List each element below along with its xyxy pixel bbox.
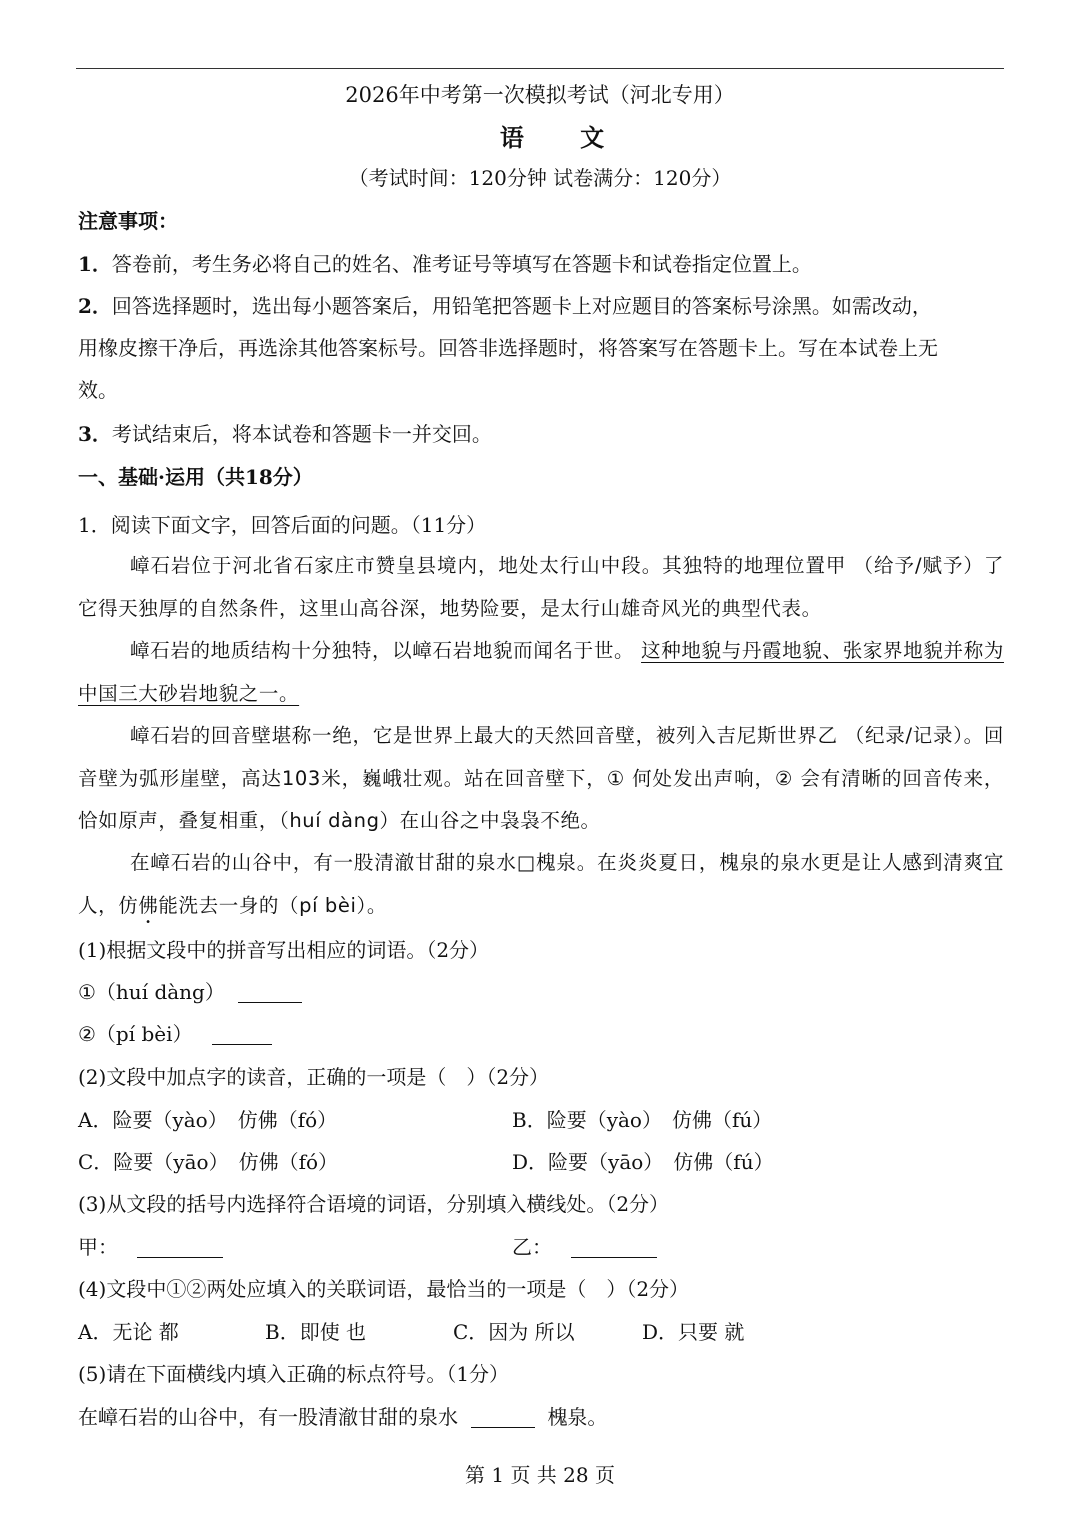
- sub-question-1-prompt: (1)根据文段中的拼音写出相应的词语。（2分）: [78, 938, 490, 962]
- note-text: 答卷前，考生务必将自己的姓名、准考证号等填写在答题卡和试卷指定位置上。: [111, 252, 812, 276]
- answer-blank[interactable]: [137, 1257, 223, 1258]
- answer-label: 甲：: [78, 1235, 118, 1259]
- page-footer: 第 1 页 共 28 页: [465, 1463, 615, 1487]
- exam-info: （考试时间：120分钟 试卷满分：120分）: [348, 166, 732, 190]
- option-c[interactable]: C．因为 所以: [453, 1320, 575, 1344]
- answer-blank[interactable]: [238, 1002, 302, 1003]
- sub-question-4-prompt: (4)文段中①②两处应填入的关联词语，最恰当的一项是（ ）（2分）: [78, 1277, 690, 1301]
- option-d[interactable]: D．只要 就: [642, 1320, 745, 1344]
- passage-paragraph-2: [78, 630, 1004, 715]
- passage-paragraph-3: 嶂石岩的回音壁堪称一绝，它是世界上最大的天然回音壁，被列入吉尼斯世界乙 （纪录/记录）。回音壁为弧形崖壁，高达103米，巍峨壮观。站在回音壁下，① 何处发出声响，② 会有清晰的回音传来，恰如原声，叠复相重，（huí dàng）在山谷之中袅袅不绝。: [78, 724, 1004, 832]
- option-d[interactable]: D．险要（yāo） 仿佛（fú）: [512, 1150, 774, 1174]
- answer-yi: [512, 1231, 657, 1260]
- sub-question-1-item-b: [78, 1018, 272, 1047]
- note-number: 3．: [78, 422, 112, 446]
- section-heading: 一、基础·运用（共18分）: [78, 465, 313, 489]
- option-b[interactable]: B．即使 也: [265, 1320, 367, 1344]
- answer-jia: [78, 1231, 223, 1260]
- sub-question-1-item-a: [78, 976, 302, 1005]
- passage-paragraph-1: 嶂石岩位于河北省石家庄市赞皇县境内，地处太行山中段。其独特的地理位置甲 （给予/赋予）了它得天独厚的自然条件，这里山高谷深，地势险要，是太行山雄奇风光的典型代表。: [78, 554, 1004, 620]
- note-item-3: [78, 418, 492, 447]
- note-text: 回答选择题时，选出每小题答案后，用铅笔把答题卡上对应题目的答案标号涂黑。如需改动，: [111, 294, 932, 318]
- sentence-part: 在嶂石岩的山谷中，有一股清澈甘甜的泉水: [78, 1405, 458, 1429]
- option-b[interactable]: B．险要（yào） 仿佛（fú）: [512, 1108, 773, 1132]
- note-item-1: [78, 248, 812, 277]
- passage-text: 在嶂石岩的山谷中，有一股清澈甘甜的泉水□槐泉。在炎炎夏日，槐泉的泉水更是让人感到清爽宜人，仿: [78, 851, 1004, 917]
- exam-title: 2026年中考第一次模拟考试（河北专用）: [345, 83, 735, 107]
- note-item-2-end: 效。: [78, 378, 118, 402]
- sub-question-5-sentence: [78, 1401, 607, 1430]
- passage-paragraph-4: [78, 842, 1004, 928]
- answer-blank[interactable]: [212, 1044, 272, 1045]
- pinyin-label: ②（pí bèi）: [78, 1022, 193, 1046]
- answer-label: 乙：: [512, 1235, 552, 1259]
- pinyin-label: ①（huí dàng）: [78, 980, 225, 1004]
- underlined-sentence: 这种地貌与丹霞地貌、张家界地貌并称为中国三大砂岩地貌之一。: [78, 639, 1004, 705]
- question-1-title: 1．阅读下面文字，回答后面的问题。（11分）: [78, 513, 487, 537]
- subject-title: 语 文: [499, 123, 629, 152]
- sub-question-3-prompt: (3)从文段的括号内选择符合语境的词语，分别填入横线处。（2分）: [78, 1192, 670, 1216]
- passage-text: 嶂石岩的地质结构十分独特，以嶂石岩地貌而闻名于世。: [130, 639, 635, 662]
- notes-heading: 注意事项：: [78, 209, 178, 233]
- option-a[interactable]: A．无论 都: [78, 1320, 179, 1344]
- dotted-character: 佛: [138, 893, 159, 917]
- note-text: 考试结束后，将本试卷和答题卡一并交回。: [111, 422, 492, 446]
- option-a[interactable]: A．险要（yào） 仿佛（fó）: [78, 1108, 338, 1132]
- note-item-2: [78, 290, 932, 319]
- note-item-2-cont: 用橡皮擦干净后，再选涂其他答案标号。回答非选择题时，将答案写在答题卡上。写在本试卷上无: [78, 336, 938, 360]
- sub-question-5-prompt: (5)请在下面横线内填入正确的标点符号。（1分）: [78, 1362, 510, 1386]
- passage-text: 能洗去一身的（pí bèi）。: [158, 893, 387, 917]
- note-number: 2．: [78, 294, 112, 318]
- sub-question-2-prompt: (2)文段中加点字的读音，正确的一项是（ ）（2分）: [78, 1065, 550, 1089]
- note-number: 1．: [78, 252, 112, 276]
- answer-blank[interactable]: [471, 1427, 535, 1428]
- option-c[interactable]: C．险要（yāo） 仿佛（fó）: [78, 1150, 339, 1174]
- header-rule: [76, 68, 1004, 69]
- answer-blank[interactable]: [571, 1257, 657, 1258]
- sentence-part: 槐泉。: [547, 1405, 608, 1429]
